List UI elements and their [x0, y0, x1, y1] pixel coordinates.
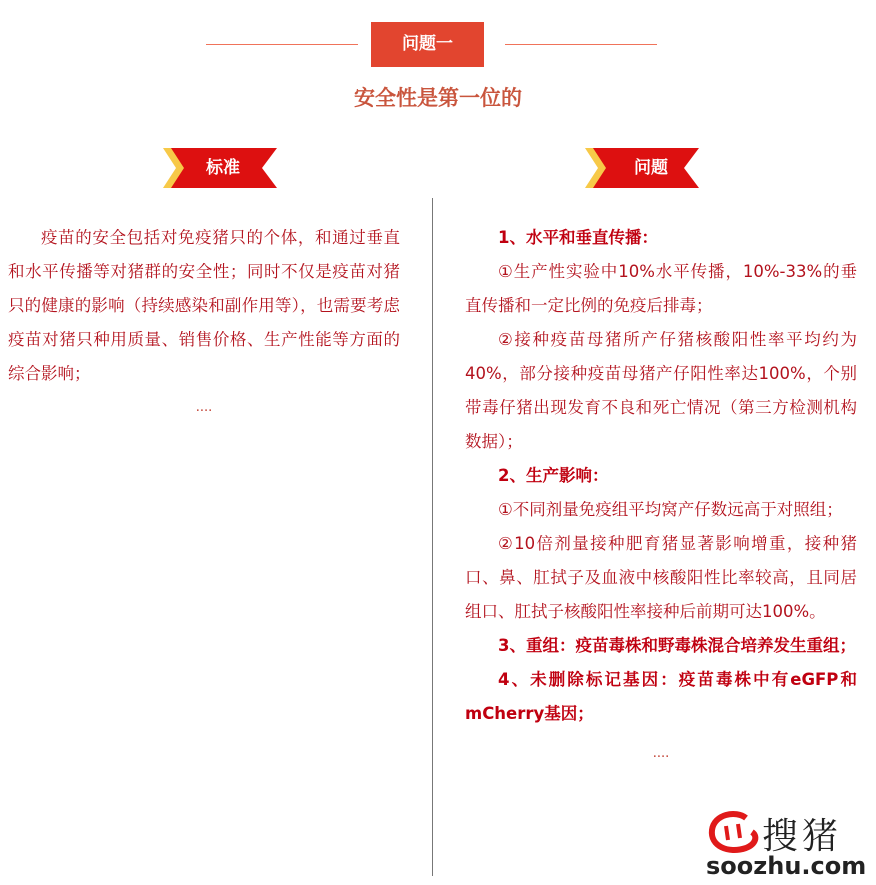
problem-paragraph: ①不同剂量免疫组平均窝产仔数远高于对照组； — [498, 500, 843, 519]
problem-heading: 2、生产影响： — [498, 466, 609, 485]
page-subtitle: 安全性是第一位的 — [354, 86, 522, 110]
header-line-right — [505, 44, 657, 45]
watermark-en: soozhu.com — [706, 852, 867, 880]
standard-paragraph: 疫苗的安全包括对免疫猪只的个体，和通过垂直和水平传播等对猪群的安全性；同时不仅是疫苗对猪只的健康的影响（持续感染和副作用等），也需要考虑疫苗对猪只种用质量、销售价格、生产性能等方面的综合影响； — [8, 228, 400, 383]
problem-ribbon — [585, 148, 691, 188]
problem-paragraph: ②10倍剂量接种肥育猪显著影响增重，接种猪口、鼻、肛拭子及血液中核酸阳性比率较高，且同居组口、肛拭子核酸阳性率接种后前期可达100%。 — [465, 534, 857, 621]
ellipsis: .... — [195, 400, 213, 415]
header-line-left — [206, 44, 358, 45]
column-divider — [432, 198, 433, 876]
ellipsis: .... — [652, 746, 670, 761]
problem-column — [465, 221, 857, 771]
question-badge: 问题一 — [371, 22, 484, 67]
watermark-cn: 搜猪 — [762, 816, 843, 857]
problem-paragraph: ①生产性实验中10%水平传播，10%-33%的垂直传播和一定比例的免疫后排毒； — [465, 262, 857, 315]
problem-heading: 4、未删除标记基因：疫苗毒株中有eGFP和mCherry基因； — [465, 670, 857, 723]
standard-ribbon — [163, 148, 269, 188]
problem-label: 问题 — [634, 158, 668, 178]
problem-paragraph: ②接种疫苗母猪所产仔猪核酸阳性率平均约为40%，部分接种疫苗母猪产仔阳性率达100%，个别带毒仔猪出现发育不良和死亡情况（第三方检测机构数据）； — [465, 330, 857, 451]
soozhu-watermark — [700, 808, 870, 880]
standard-label: 标准 — [206, 158, 240, 178]
problem-heading: 3、重组：疫苗毒株和野毒株混合培养发生重组； — [498, 636, 856, 655]
soozhu-logo-icon — [706, 810, 760, 854]
problem-heading: 1、水平和垂直传播： — [498, 228, 658, 247]
standard-column — [8, 221, 400, 425]
